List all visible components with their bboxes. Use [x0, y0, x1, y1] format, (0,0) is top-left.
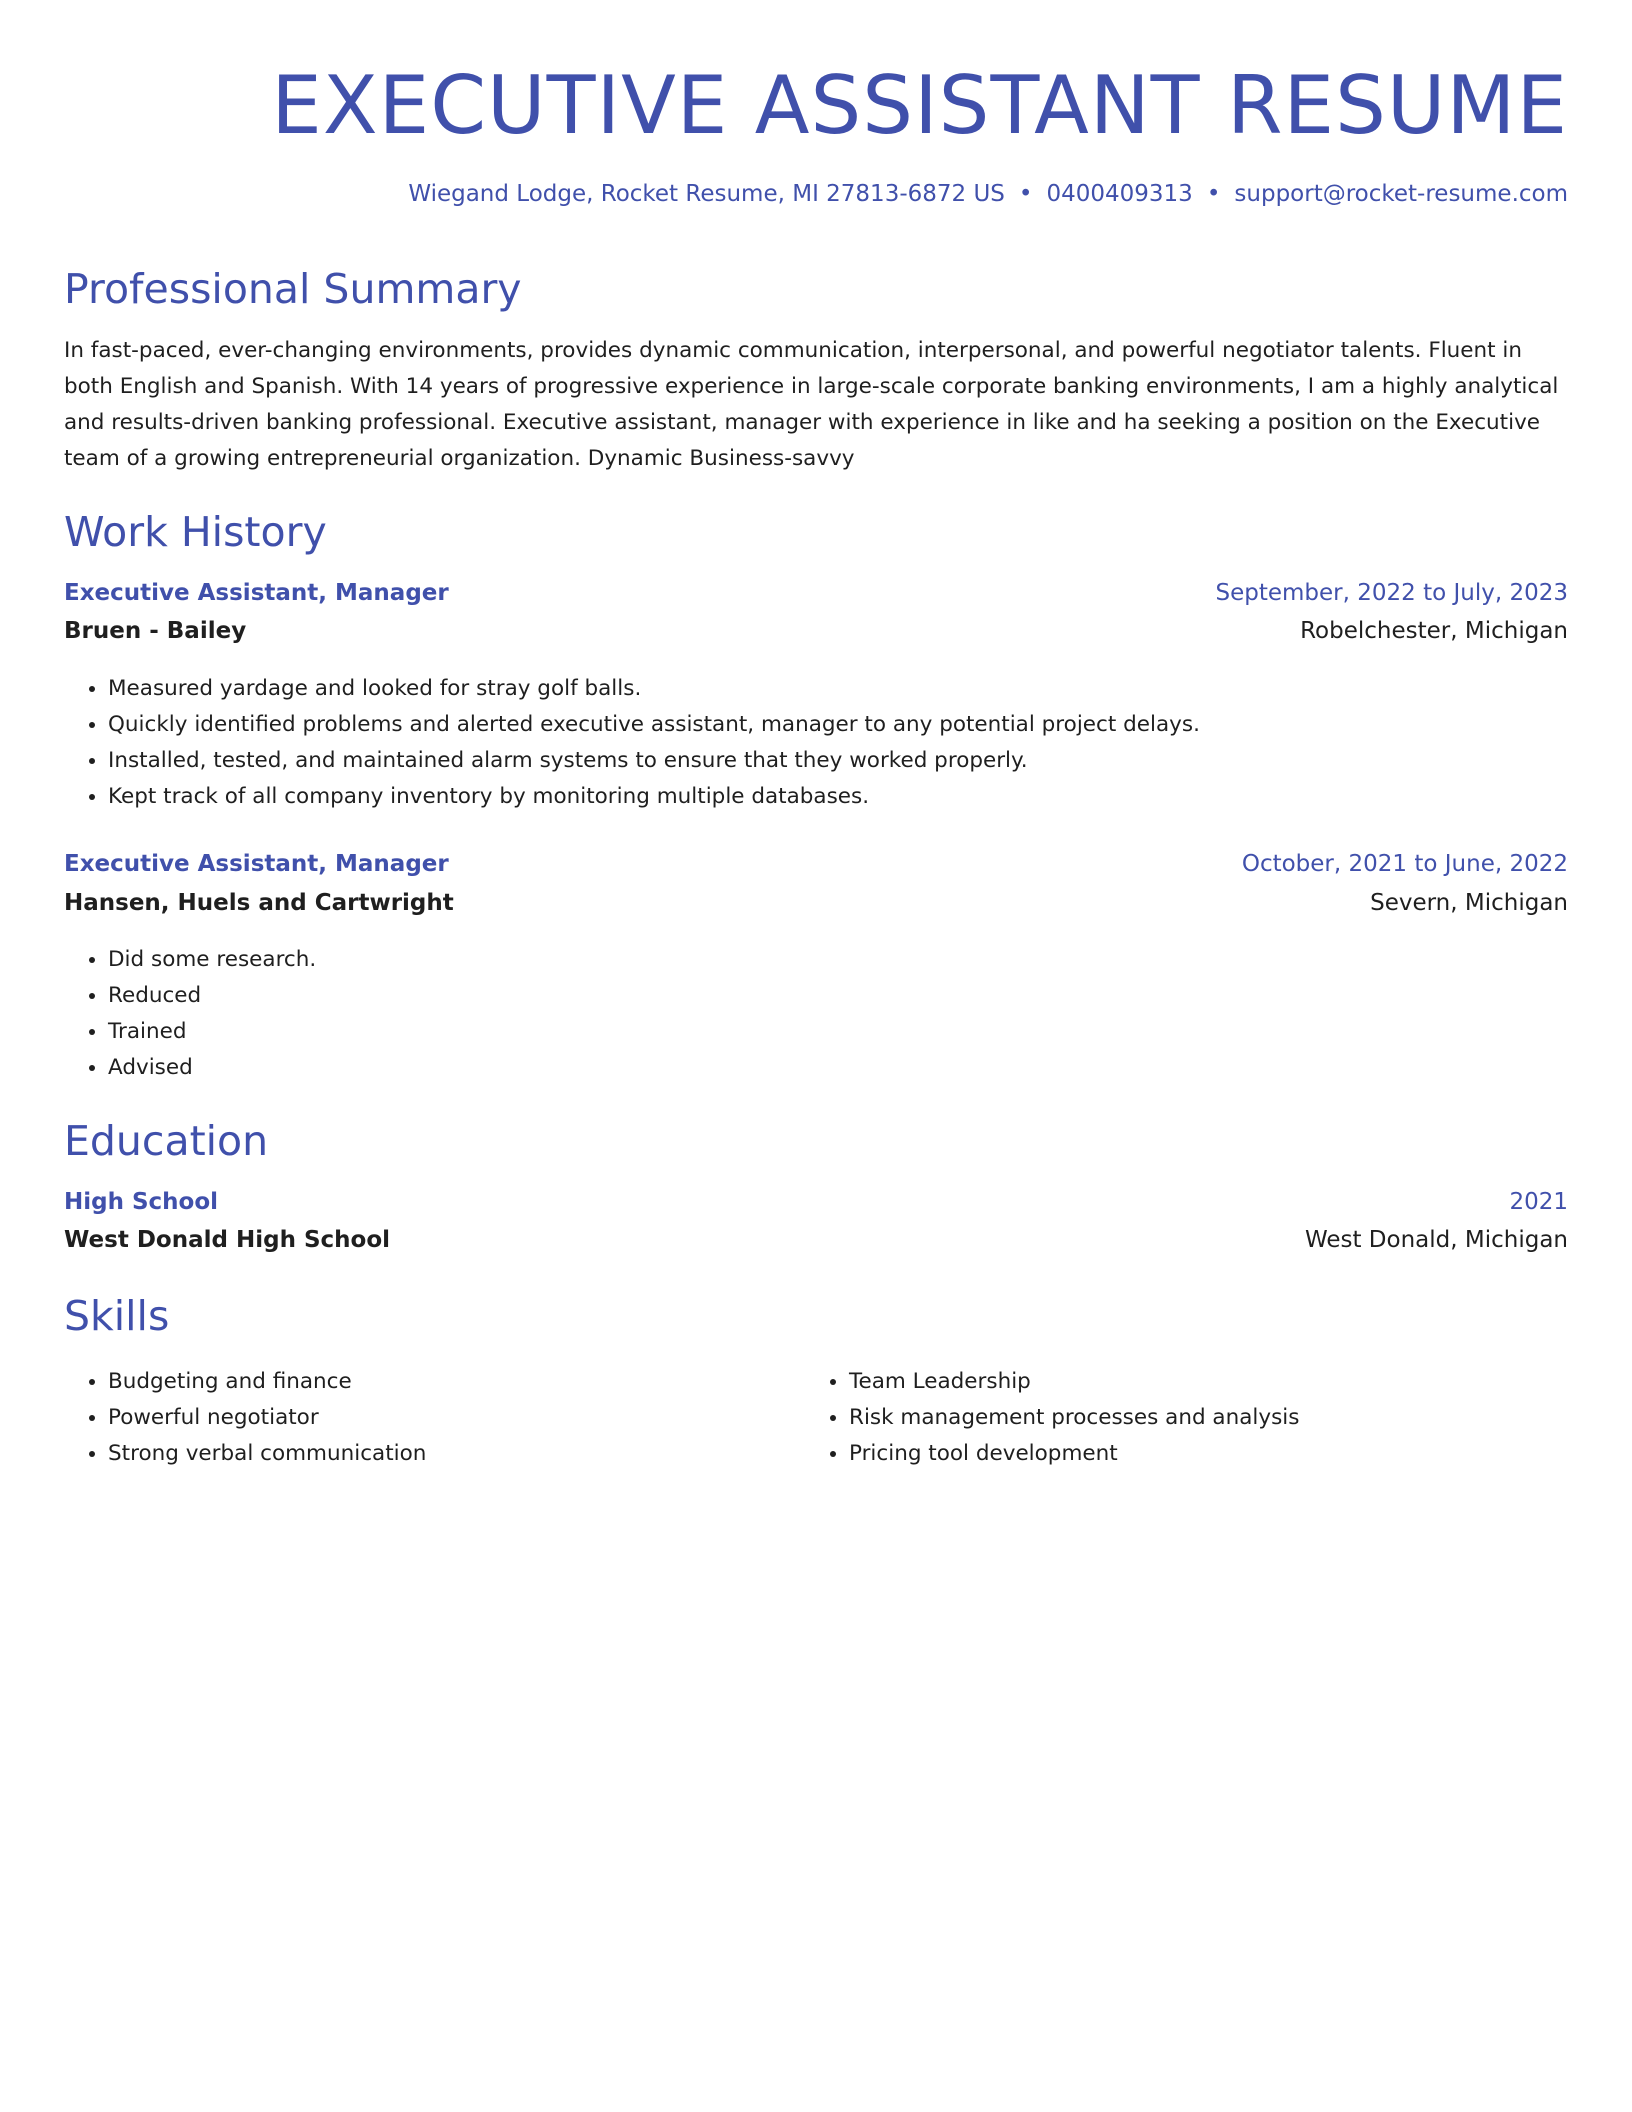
contact-line: [408, 178, 1568, 210]
job-header: [64, 851, 1568, 877]
job-subheader: [64, 890, 1568, 916]
job-location: Severn, Michigan: [1370, 890, 1568, 916]
list-item: • Advised: [108, 1050, 316, 1086]
section-heading-summary: Professional Summary: [64, 265, 522, 313]
education-location: West Donald, Michigan: [1304, 1227, 1568, 1253]
job-dates: October, 2021 to June, 2022: [1241, 851, 1568, 877]
education-degree: High School: [64, 1189, 219, 1215]
skill-item: • Risk management processes and analysis: [849, 1400, 1299, 1436]
skill-item: • Pricing tool development: [849, 1436, 1299, 1472]
skills-list-left: [64, 1364, 426, 1472]
section-heading-education: Education: [64, 1117, 269, 1165]
education-school: West Donald High School: [64, 1227, 391, 1253]
list-item: • Installed, tested, and maintained alarm systems to ensure that they worked properly.: [108, 743, 1200, 779]
education-header: [64, 1189, 1568, 1215]
job-location: Robelchester, Michigan: [1300, 618, 1568, 644]
job-header: [64, 580, 1568, 606]
job-company: Bruen - Bailey: [64, 618, 247, 644]
list-item: • Kept track of all company inventory by monitoring multiple databases.: [108, 779, 1200, 815]
education-subheader: [64, 1227, 1568, 1253]
contact-address: Wiegand Lodge, Rocket Resume, MI 27813-6872 US: [408, 181, 1005, 207]
job-title: Executive Assistant, Manager: [64, 580, 449, 606]
job-bullet-list: [64, 942, 316, 1086]
job-subheader: [64, 618, 1568, 644]
section-heading-skills: Skills: [64, 1292, 170, 1340]
contact-email: support@rocket-resume.com: [1234, 181, 1568, 207]
list-item: • Measured yardage and looked for stray golf balls.: [108, 671, 1200, 707]
list-item: • Quickly identified problems and alerted executive assistant, manager to any potential project delays.: [108, 707, 1200, 743]
section-heading-work-history: Work History: [64, 508, 327, 556]
contact-phone: 0400409313: [1046, 181, 1193, 207]
education-year: 2021: [1509, 1189, 1568, 1215]
skill-item: • Team Leadership: [849, 1364, 1299, 1400]
skills-list-right: [805, 1364, 1299, 1472]
skill-item: • Powerful negotiator: [108, 1400, 426, 1436]
contact-separator: •: [1206, 181, 1221, 207]
job-dates: September, 2022 to July, 2023: [1215, 580, 1568, 606]
job-company: Hansen, Huels and Cartwright: [64, 890, 454, 916]
contact-separator: •: [1018, 181, 1033, 207]
skill-item: • Strong verbal communication: [108, 1436, 426, 1472]
resume-title: EXECUTIVE ASSISTANT RESUME: [271, 59, 1568, 152]
list-item: • Trained: [108, 1014, 316, 1050]
job-bullet-list: [64, 671, 1200, 815]
list-item: • Reduced: [108, 978, 316, 1014]
list-item: • Did some research.: [108, 942, 316, 978]
skill-item: • Budgeting and finance: [108, 1364, 426, 1400]
summary-text: In fast-paced, ever-changing environments, provides dynamic communication, interpersonal, and powerful negotiator talents. Fluent in both English and Spanish. With 14 years of progressive experience in large-scale corporate banking environments, I am a highly analytical and results-driven banking professional. Executive assistant, manager with experience in like and ha seeking a position on the Executive team of a growing entrepreneurial organization. Dynamic Business-savvy: [64, 338, 1559, 471]
job-title: Executive Assistant, Manager: [64, 851, 449, 877]
